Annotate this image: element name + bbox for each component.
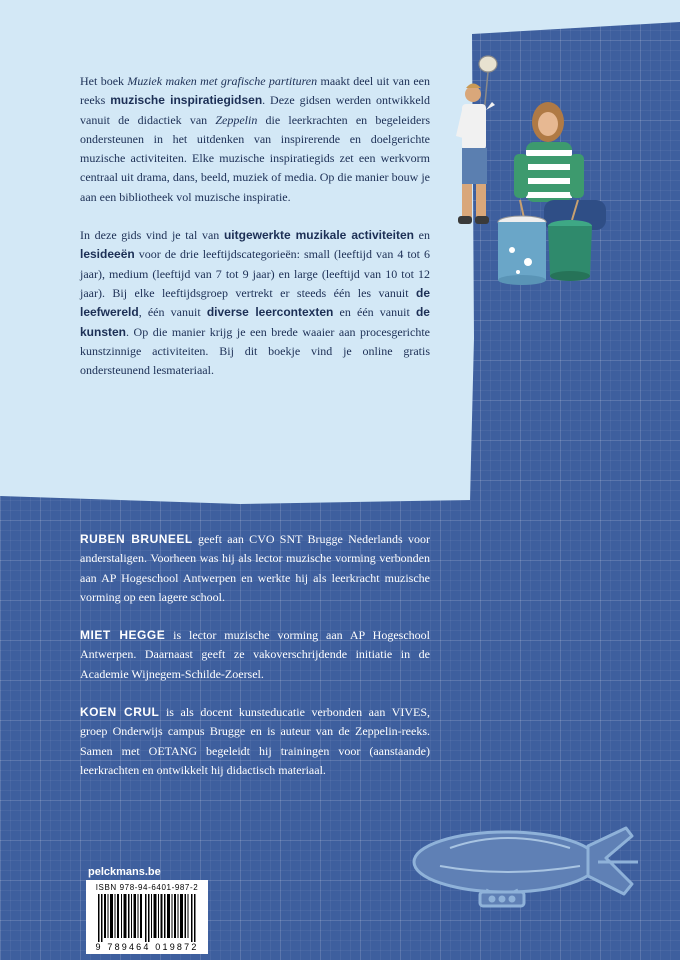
intro-text-run: en één vanuit (333, 305, 416, 320)
intro-text-run: voor de drie leeftijdscategorieën: small (leeftijd van 4 tot 6 jaar), medium (leeftijd van 7 tot 9 jaar) en large (leeftijd van 10 tot 12 jaar). Bij elke leeftijdsgroep vertrekt er steeds één les vanuit (80, 247, 430, 300)
keyword-lesideeen: lesideeën (80, 247, 135, 262)
intro-text-run: . Deze gidsen werden ontwikkeld vanuit de didactiek van (80, 93, 430, 127)
author-name: RUBEN BRUNEEL (80, 532, 193, 546)
intro-paragraph-2 (80, 226, 430, 380)
intro-text-run: Het boek (80, 74, 128, 88)
bio-koen-crul (80, 703, 430, 780)
keyword-leefwereld: de leefwereld (80, 285, 430, 320)
bio-miet-hegge (80, 626, 430, 684)
barcode-bars (98, 894, 196, 942)
series-name: Zeppelin (215, 112, 258, 127)
intro-text-run: en (414, 228, 431, 243)
author-name: MIET HEGGE (80, 628, 166, 643)
isbn-barcode (86, 880, 208, 954)
keyword-activiteiten: uitgewerkte muzikale activiteiten (223, 228, 415, 243)
intro-text-run: die leerkrachten en begeleiders ondersteunen in het uitdenken van inspirerende en doelgerichte muzische activiteiten. Elke muzische inspiratiegids zet een werkvorm centraal uit drama, dans, beeld, muziek of media. Op die manier bouw je aan een bibliotheek vol muzische inspiratie. (80, 112, 430, 204)
bio-text: is als docent kunsteducatie verbonden aan VIVES, groep Onderwijs campus Brugge en is auteur van de Zeppelin-reeks. Samen met OETANG begeleidt hij trainingen voor (aanstaande) leerkrachten en ontwikkelt hij didactisch materiaal. (80, 705, 430, 777)
intro-text (80, 72, 430, 399)
bio-text: geeft aan CVO SNT Brugge Nederlands voor anderstaligen. Voorheen was hij als lector muzische vorming verbonden aan AP Hogeschool Antwerpen en werkte hij als leerkracht muzische vorming op een lagere school. (80, 532, 430, 604)
intro-paragraph-1 (80, 72, 430, 207)
bio-ruben-bruneel (80, 530, 430, 607)
barcode-digits: 9 789464 019872 (95, 942, 199, 952)
isbn-label: ISBN 978-94-6401-987-2 (95, 883, 199, 892)
keyword-inspiratiegidsen: muzische inspiratiegidsen (110, 93, 263, 108)
intro-text-run: , één vanuit (138, 305, 207, 320)
author-name: KOEN CRUL (80, 705, 160, 720)
children-drumming-photo (444, 50, 614, 290)
zeppelin-icon (410, 818, 642, 928)
bio-text: is lector muzische vorming aan AP Hogeschool Antwerpen. Daarnaast geeft ze vakoverschrijdende initiatie in de Academie Wijnegem-Schilde-Zoersel. (80, 628, 430, 681)
publisher-website[interactable]: pelckmans.be (88, 866, 161, 878)
book-title: Muziek maken met grafische partituren (127, 74, 318, 88)
intro-text-run: . Op die manier krijg je een brede waaier aan procesgerichte kunstzinnige activiteiten. Bij dit boekje vind je online gratis ondersteunend lesmateriaal. (80, 324, 430, 378)
keyword-kunsten: de kunsten (80, 305, 430, 339)
intro-text-run: maakt deel uit van een reeks (80, 74, 431, 108)
intro-text-run: In deze gids vind je tal van (80, 228, 224, 243)
keyword-leercontexten: diverse leercontexten (206, 305, 334, 320)
author-bios (80, 530, 430, 799)
